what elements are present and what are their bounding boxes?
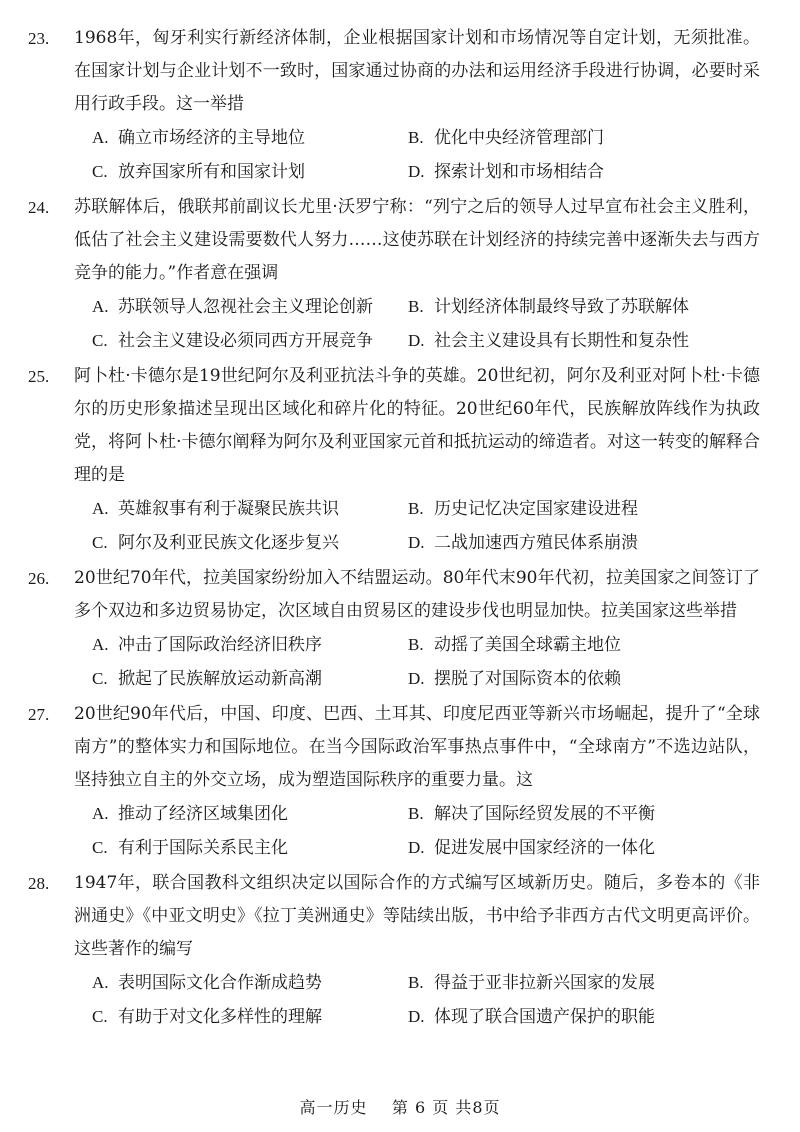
question-text: 20世纪90年代后，中国、印度、巴西、土耳其、印度尼西亚等新兴市场崛起，提升了“全球南方”的整体实力和国际地位。在当今国际政治军事热点事件中，“全球南方”不选边站队，坚持独立自主的外交立场，成为塑造国际秩序的重要力量。这 — [74, 704, 760, 790]
option-text: 探索计划和市场相结合 — [434, 162, 604, 182]
question-number: 24. — [28, 198, 50, 217]
answer-option — [92, 526, 408, 560]
option-list — [28, 121, 760, 189]
question-stem — [28, 562, 760, 628]
option-text: 体现了联合国遗产保护的职能 — [434, 1007, 655, 1027]
question-number: 27. — [28, 705, 50, 724]
question-number: 25. — [28, 367, 50, 386]
option-letter: C. — [92, 1007, 108, 1026]
option-letter: A. — [92, 499, 109, 518]
answer-option — [408, 966, 724, 1000]
option-text: 计划经济体制最终导致了苏联解体 — [434, 297, 689, 317]
option-text: 英雄叙事有利于凝聚民族共识 — [118, 499, 339, 519]
option-text: 确立市场经济的主导地位 — [118, 128, 305, 148]
option-letter: C. — [92, 533, 108, 552]
question-list — [28, 22, 760, 1034]
answer-option — [92, 1000, 408, 1034]
option-text: 冲击了国际政治经济旧秩序 — [118, 635, 322, 655]
option-letter: B. — [408, 128, 424, 147]
option-list — [28, 628, 760, 696]
answer-option — [408, 628, 724, 662]
question-stem — [28, 867, 760, 966]
answer-option — [92, 492, 408, 526]
option-letter: D. — [408, 162, 425, 181]
answer-option — [408, 324, 724, 358]
option-letter: A. — [92, 635, 109, 654]
option-letter: D. — [408, 838, 425, 857]
option-text: 表明国际文化合作渐成趋势 — [118, 973, 322, 993]
question-27 — [28, 698, 760, 865]
answer-option — [92, 797, 408, 831]
question-text: 20世纪70年代，拉美国家纷纷加入不结盟运动。80年代末90年代初，拉美国家之间签订了多个双边和多边贸易协定，次区域自由贸易区的建设步伐也明显加快。拉美国家这些举措 — [74, 568, 760, 621]
option-letter: C. — [92, 331, 108, 350]
option-letter: B. — [408, 635, 424, 654]
option-letter: A. — [92, 128, 109, 147]
question-stem — [28, 360, 760, 492]
option-letter: A. — [92, 973, 109, 992]
option-letter: C. — [92, 669, 108, 688]
option-letter: D. — [408, 1007, 425, 1026]
option-text: 掀起了民族解放运动新高潮 — [118, 669, 322, 689]
question-25 — [28, 360, 760, 560]
footer-page-info: 第 6 页 共8页 — [391, 1098, 501, 1117]
question-text: 1947年，联合国教科文组织决定以国际合作的方式编写区域新历史。随后，多卷本的《非洲通史》《中亚文明史》《拉丁美洲通史》等陆续出版，书中给予非西方古代文明更高评价。这些著作的编写 — [74, 873, 760, 959]
option-text: 动摇了美国全球霸主地位 — [434, 635, 621, 655]
answer-option — [408, 492, 724, 526]
option-text: 解决了国际经贸发展的不平衡 — [434, 804, 655, 824]
answer-option — [408, 155, 724, 189]
option-text: 社会主义建设具有长期性和复杂性 — [434, 331, 689, 351]
option-letter: B. — [408, 973, 424, 992]
option-text: 优化中央经济管理部门 — [434, 128, 604, 148]
answer-option — [408, 526, 724, 560]
option-text: 有利于国际关系民主化 — [118, 838, 288, 858]
option-letter: A. — [92, 804, 109, 823]
option-text: 推动了经济区域集团化 — [118, 804, 288, 824]
question-stem — [28, 191, 760, 290]
answer-option — [92, 324, 408, 358]
option-letter: D. — [408, 533, 425, 552]
option-list — [28, 966, 760, 1034]
question-number: 23. — [28, 29, 50, 48]
answer-option — [92, 628, 408, 662]
answer-option — [92, 155, 408, 189]
answer-option — [408, 797, 724, 831]
option-text: 历史记忆决定国家建设进程 — [434, 499, 638, 519]
answer-option — [408, 662, 724, 696]
answer-option — [92, 662, 408, 696]
footer-subject: 高一历史 — [299, 1098, 368, 1117]
answer-option — [92, 121, 408, 155]
answer-option — [408, 290, 724, 324]
question-28 — [28, 867, 760, 1034]
question-text: 1968年，匈牙利实行新经济体制，企业根据国家计划和市场情况等自定计划，无须批准。在国家计划与企业计划不一致时，国家通过协商的办法和运用经济手段进行协调，必要时采用行政手段。这一举措 — [74, 28, 760, 114]
option-list — [28, 492, 760, 560]
question-number: 28. — [28, 874, 50, 893]
question-number: 26. — [28, 569, 50, 588]
answer-option — [408, 1000, 724, 1034]
option-text: 摆脱了对国际资本的依赖 — [434, 669, 621, 689]
page-footer — [0, 1095, 800, 1118]
option-text: 放弃国家所有和国家计划 — [118, 162, 305, 182]
option-letter: B. — [408, 804, 424, 823]
answer-option — [92, 966, 408, 1000]
option-text: 二战加速西方殖民体系崩溃 — [434, 533, 638, 553]
question-text: 阿卜杜·卡德尔是19世纪阿尔及利亚抗法斗争的英雄。20世纪初，阿尔及利亚对阿卜杜·卡德尔的历史形象描述呈现出区域化和碎片化的特征。20世纪60年代，民族解放阵线作为执政党，将阿卜杜·卡德尔阐释为阿尔及利亚国家元首和抵抗运动的缔造者。对这一转变的解释合理的是 — [74, 366, 760, 485]
option-text: 阿尔及利亚民族文化逐步复兴 — [118, 533, 339, 553]
option-text: 社会主义建设必须同西方开展竞争 — [118, 331, 373, 351]
option-list — [28, 290, 760, 358]
question-stem — [28, 22, 760, 121]
option-letter: C. — [92, 838, 108, 857]
option-text: 促进发展中国家经济的一体化 — [434, 838, 655, 858]
option-letter: B. — [408, 499, 424, 518]
answer-option — [408, 831, 724, 865]
answer-option — [92, 290, 408, 324]
answer-option — [92, 831, 408, 865]
option-letter: A. — [92, 297, 109, 316]
option-letter: D. — [408, 669, 425, 688]
option-text: 有助于对文化多样性的理解 — [118, 1007, 322, 1027]
option-letter: B. — [408, 297, 424, 316]
question-23 — [28, 22, 760, 189]
option-list — [28, 797, 760, 865]
answer-option — [408, 121, 724, 155]
question-24 — [28, 191, 760, 358]
option-text: 得益于亚非拉新兴国家的发展 — [434, 973, 655, 993]
question-text: 苏联解体后，俄联邦前副议长尤里·沃罗宁称：“列宁之后的领导人过早宣布社会主义胜利，低估了社会主义建设需要数代人努力……这使苏联在计划经济的持续完善中逐渐失去与西方竞争的能力。”作者意在强调 — [74, 197, 760, 283]
question-26 — [28, 562, 760, 696]
option-text: 苏联领导人忽视社会主义理论创新 — [118, 297, 373, 317]
option-letter: C. — [92, 162, 108, 181]
option-letter: D. — [408, 331, 425, 350]
question-stem — [28, 698, 760, 797]
